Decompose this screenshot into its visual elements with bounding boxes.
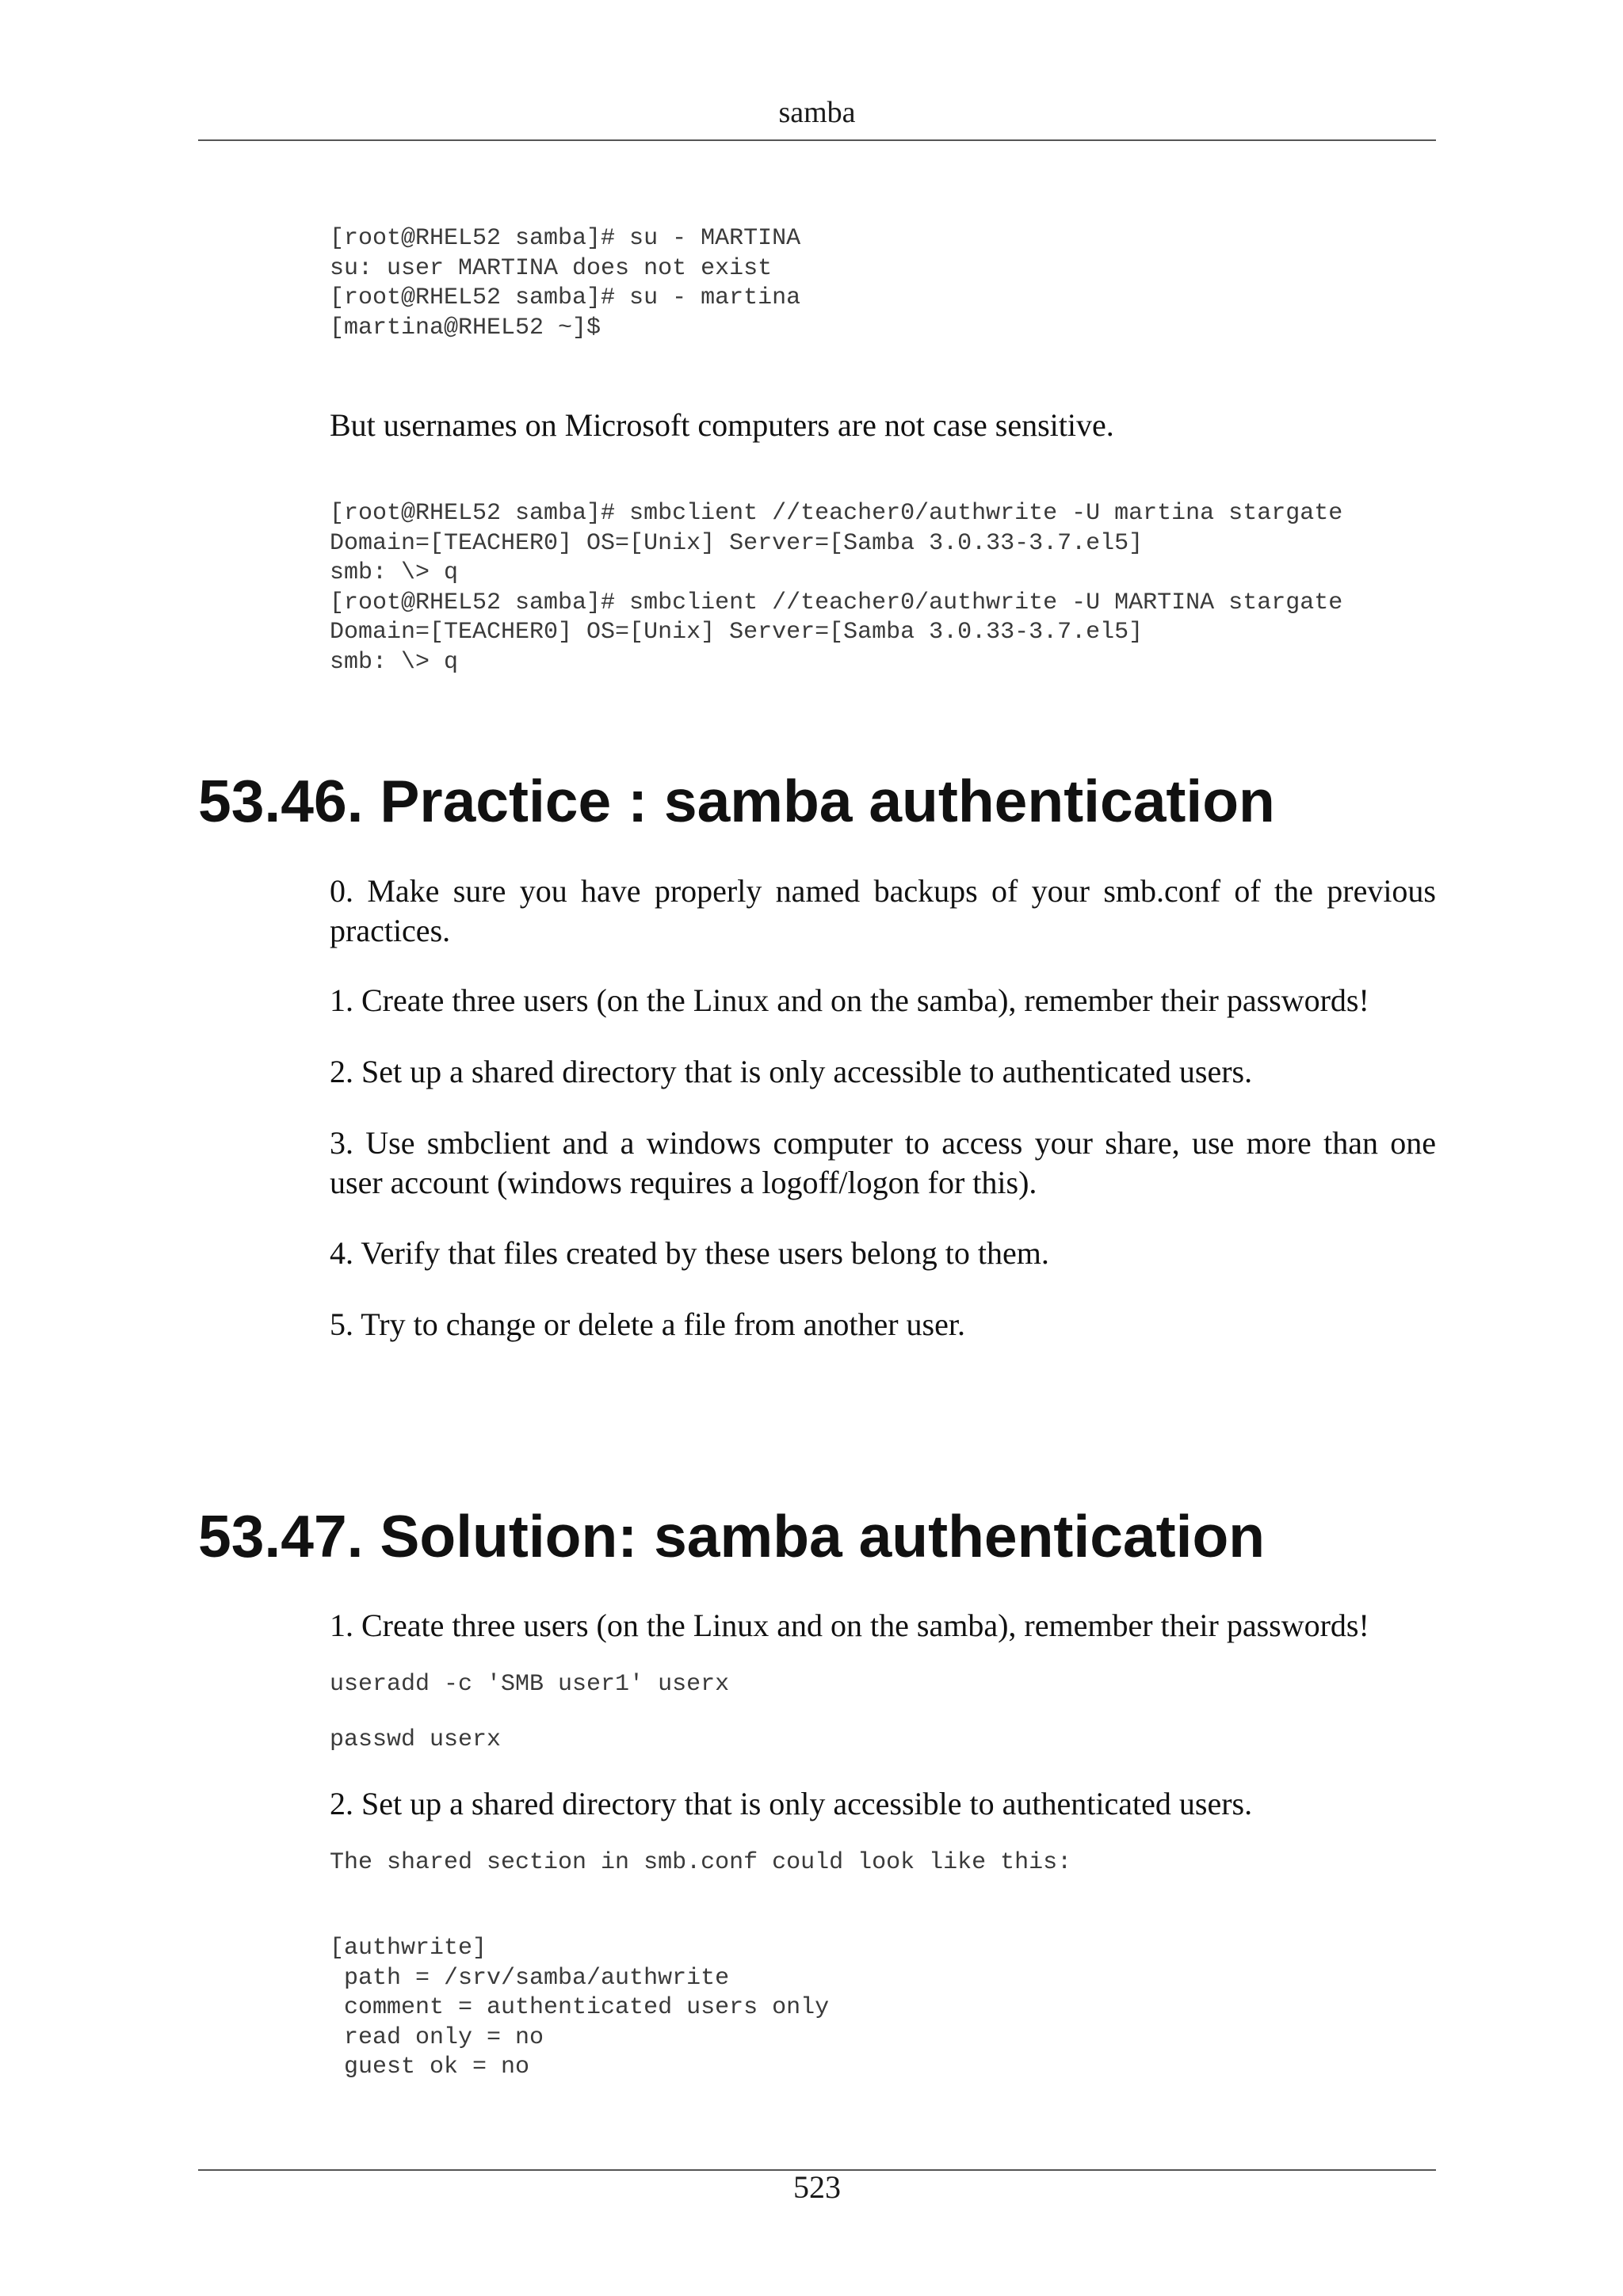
code-block-su <box>330 224 800 343</box>
code-line: [root@RHEL52 samba]# su - martina <box>330 284 801 311</box>
practice-item: 2. Set up a shared directory that is only accessible to authenticated users. <box>330 1054 1253 1089</box>
code-line: [martina@RHEL52 ~]$ <box>330 314 601 341</box>
code-line: su: user MARTINA does not exist <box>330 254 773 282</box>
code-block-smb-conf <box>330 1934 829 2083</box>
code-line: guest ok = no <box>330 2054 530 2081</box>
command-passwd <box>330 1726 501 1756</box>
practice-item: 0. Make sure you have properly named backups of your smb.conf of the previous practices. <box>330 873 1436 948</box>
code-line: [authwrite] <box>330 1935 487 1962</box>
code-line: The shared section in smb.conf could look like this: <box>330 1849 1072 1876</box>
solution-step-1: 1. Create three users (on the Linux and on the samba), remember their passwords! <box>330 1608 1369 1643</box>
code-line: [root@RHEL52 samba]# su - MARTINA <box>330 225 801 252</box>
page-number: 523 <box>793 2169 841 2205</box>
code-line: smb: \> q <box>330 559 459 586</box>
code-block-smbclient <box>330 499 1342 677</box>
code-line: useradd -c 'SMB user1' userx <box>330 1671 730 1698</box>
running-header: samba <box>778 96 856 129</box>
paragraph-case-sensitivity: But usernames on Microsoft computers are not case sensitive. <box>330 407 1114 443</box>
code-line: Domain=[TEACHER0] OS=[Unix] Server=[Samba 3.0.33-3.7.el5] <box>330 529 1144 557</box>
practice-item: 4. Verify that files created by these users belong to them. <box>330 1235 1049 1271</box>
section-heading-practice: 53.46. Practice : samba authentication <box>198 768 1275 834</box>
code-line: [root@RHEL52 samba]# smbclient //teacher0/authwrite -U martina stargate <box>330 500 1343 527</box>
code-line: smb: \> q <box>330 648 459 676</box>
section-heading-solution: 53.47. Solution: samba authentication <box>198 1503 1266 1569</box>
code-line: passwd userx <box>330 1726 502 1753</box>
code-line: [root@RHEL52 samba]# smbclient //teacher0/authwrite -U MARTINA stargate <box>330 589 1343 616</box>
code-line: comment = authenticated users only <box>330 1994 830 2021</box>
solution-step-2: 2. Set up a shared directory that is only accessible to authenticated users. <box>330 1786 1253 1821</box>
code-line: path = /srv/samba/authwrite <box>330 1964 730 1992</box>
header-rule <box>198 139 1436 141</box>
practice-item: 1. Create three users (on the Linux and on the samba), remember their passwords! <box>330 982 1369 1018</box>
command-useradd <box>330 1670 729 1700</box>
code-line: Domain=[TEACHER0] OS=[Unix] Server=[Samba 3.0.33-3.7.el5] <box>330 619 1144 646</box>
practice-item: 3. Use smbclient and a windows computer to access your share, use more than one user account (windows requires a logoff/logon for this). <box>330 1125 1436 1200</box>
practice-item: 5. Try to change or delete a file from another user. <box>330 1306 965 1342</box>
code-line: read only = no <box>330 2023 544 2051</box>
solution-note <box>330 1848 1071 1878</box>
